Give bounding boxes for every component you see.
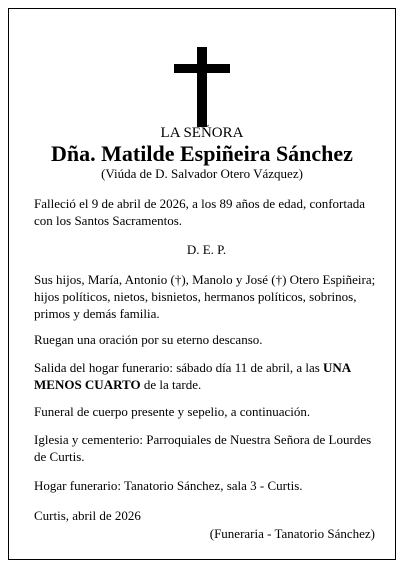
place-date: Curtis, abril de 2026 bbox=[34, 508, 141, 523]
family-paragraph: Sus hijos, María, Antonio (†), Manolo y José (†) Otero Espiñeira; hijos políticos, nietos, bisnietos, hermanos políticos, sobrinos, primos y demás familia. bbox=[34, 272, 376, 321]
obituary-header bbox=[9, 125, 395, 181]
prayer-paragraph: Ruegan una oración por su eterno descanso. bbox=[34, 332, 263, 347]
funeral-paragraph: Funeral de cuerpo presente y sepelio, a continuación. bbox=[34, 404, 311, 419]
church-paragraph: Iglesia y cementerio: Parroquiales de Nuestra Señora de Lourdes de Curtis. bbox=[34, 432, 372, 464]
widow-of-line: (Viúda de D. Salvador Otero Vázquez) bbox=[101, 166, 303, 181]
death-paragraph: Falleció el 9 de abril de 2026, a los 89 años de edad, confortada con los Santos Sacramentos. bbox=[34, 196, 366, 228]
funeral-home-signature: (Funeraria - Tanatorio Sánchez) bbox=[209, 526, 375, 541]
deceased-name: Dña. Matilde Espiñeira Sánchez bbox=[51, 141, 353, 166]
cross-icon bbox=[9, 47, 395, 127]
funeral-home-paragraph: Hogar funerario: Tanatorio Sánchez, sala 3 - Curtis. bbox=[34, 478, 303, 493]
departure-text-start: Salida del hogar funerario: sábado día 11 de abril, a las bbox=[34, 360, 324, 375]
departure-time: UNA MENOS CUARTO bbox=[34, 360, 351, 392]
departure-text-end: de la tarde. bbox=[140, 377, 202, 392]
departure-paragraph bbox=[34, 359, 379, 393]
title-prefix: LA SEÑORA bbox=[160, 125, 244, 141]
obituary-card bbox=[8, 8, 396, 560]
rip-line: D. E. P. bbox=[186, 242, 227, 257]
